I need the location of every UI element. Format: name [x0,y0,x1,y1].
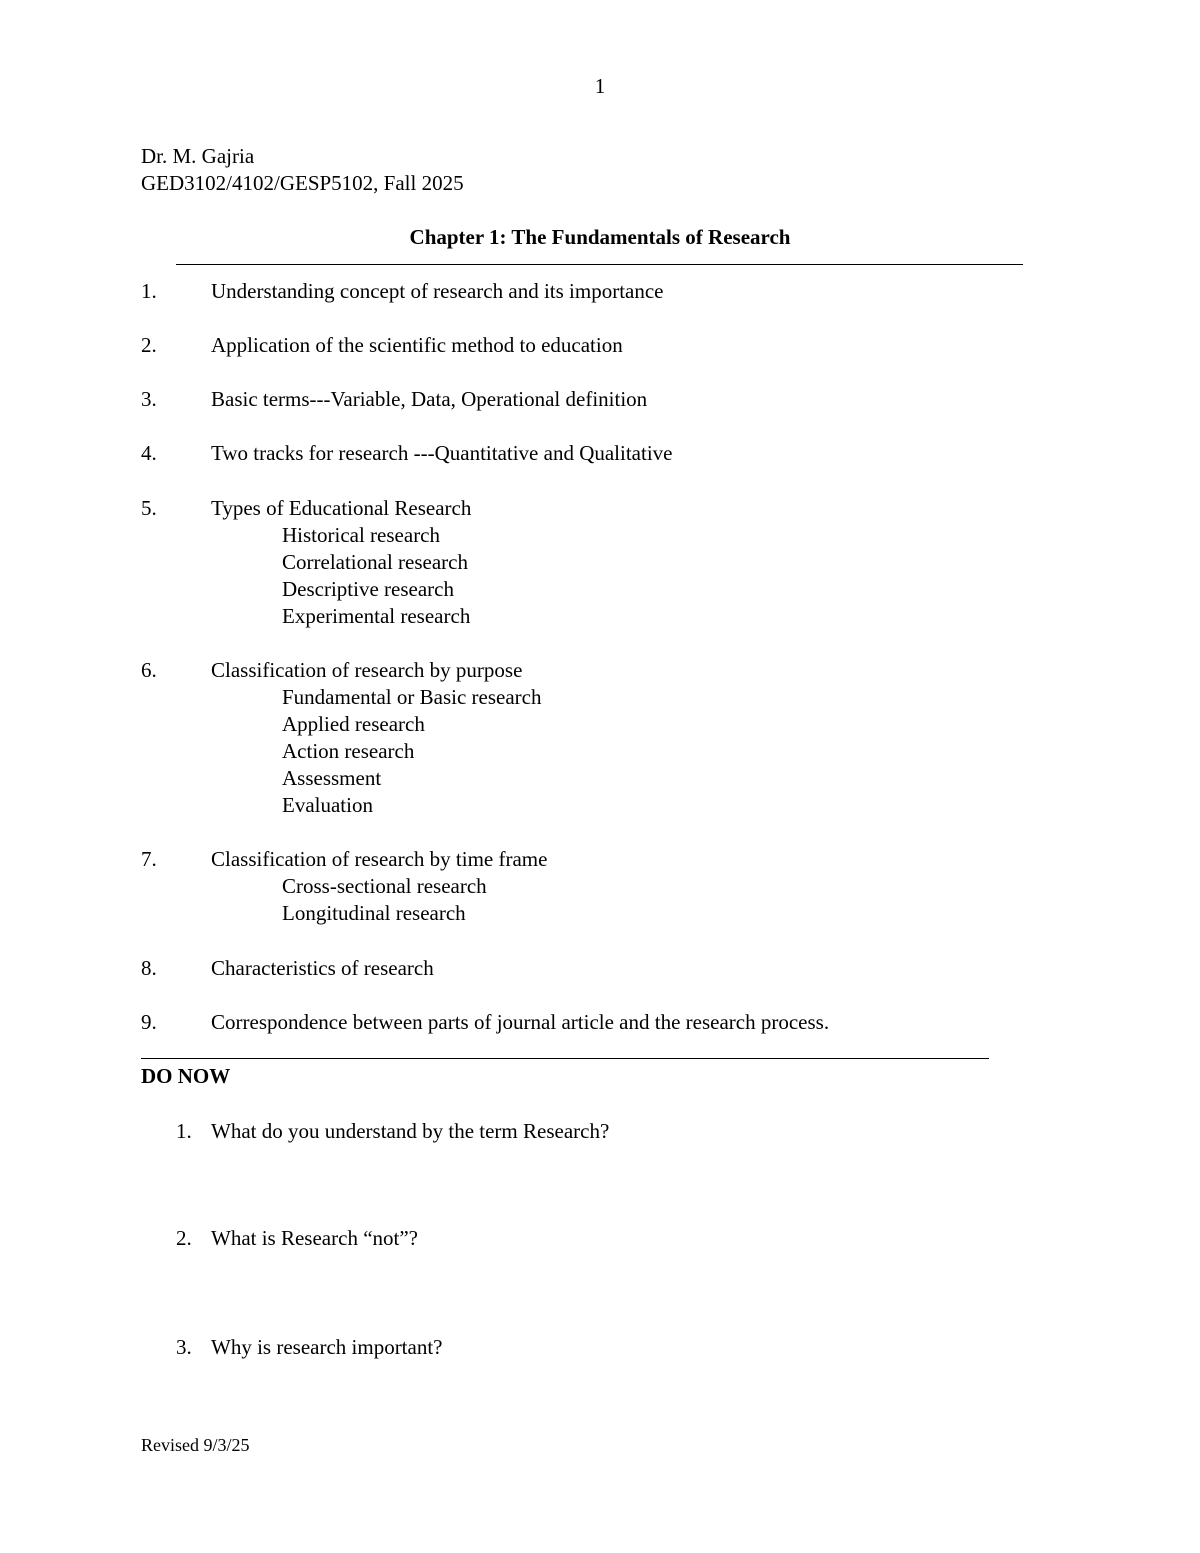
outline-number-4: 4. [141,441,157,465]
outline-subitem: Action research [282,739,415,763]
question-number-1: 1. [176,1119,192,1143]
outline-subitem: Experimental research [282,604,471,628]
outline-number-9: 9. [141,1010,157,1034]
do-now-heading: DO NOW [141,1064,231,1088]
outline-item-9: Correspondence between parts of journal article and the research process. [211,1010,830,1034]
outline-number-7: 7. [141,847,157,871]
top-divider [176,264,1023,265]
outline-number-6: 6. [141,658,157,682]
question-number-2: 2. [176,1226,192,1250]
outline-number-2: 2. [141,333,157,357]
outline-item-4: Two tracks for research ---Quantitative and Qualitative [211,441,673,465]
outline-subitem: Assessment [282,766,382,790]
outline-subitem: Descriptive research [282,577,454,601]
outline-number-5: 5. [141,496,157,520]
outline-number-8: 8. [141,956,157,980]
question-3: Why is research important? [211,1335,443,1359]
outline-item-8: Characteristics of research [211,956,434,980]
author-name: Dr. M. Gajria [141,144,255,168]
outline-item-3: Basic terms---Variable, Data, Operational definition [211,387,648,411]
outline-subitem: Applied research [282,712,425,736]
page-number: 1 [594,74,606,98]
outline-subitem: Fundamental or Basic research [282,685,542,709]
question-number-3: 3. [176,1335,192,1359]
outline-item-7: Classification of research by time frame [211,847,548,871]
outline-number-1: 1. [141,279,157,303]
outline-subitem: Longitudinal research [282,901,466,925]
outline-number-3: 3. [141,387,157,411]
course-code: GED3102/4102/GESP5102, Fall 2025 [141,171,464,195]
outline-subitem: Correlational research [282,550,468,574]
outline-subitem: Evaluation [282,793,373,817]
outline-item-1: Understanding concept of research and its importance [211,279,664,303]
bottom-divider [141,1058,989,1059]
revised-date: Revised 9/3/25 [141,1435,250,1455]
outline-subitem: Cross-sectional research [282,874,487,898]
outline-subitem: Historical research [282,523,441,547]
question-1: What do you understand by the term Research? [211,1119,610,1143]
outline-item-6: Classification of research by purpose [211,658,523,682]
outline-item-5: Types of Educational Research [211,496,472,520]
outline-item-2: Application of the scientific method to education [211,333,623,357]
chapter-title: Chapter 1: The Fundamentals of Research [409,225,791,249]
question-2: What is Research “not”? [211,1226,418,1250]
